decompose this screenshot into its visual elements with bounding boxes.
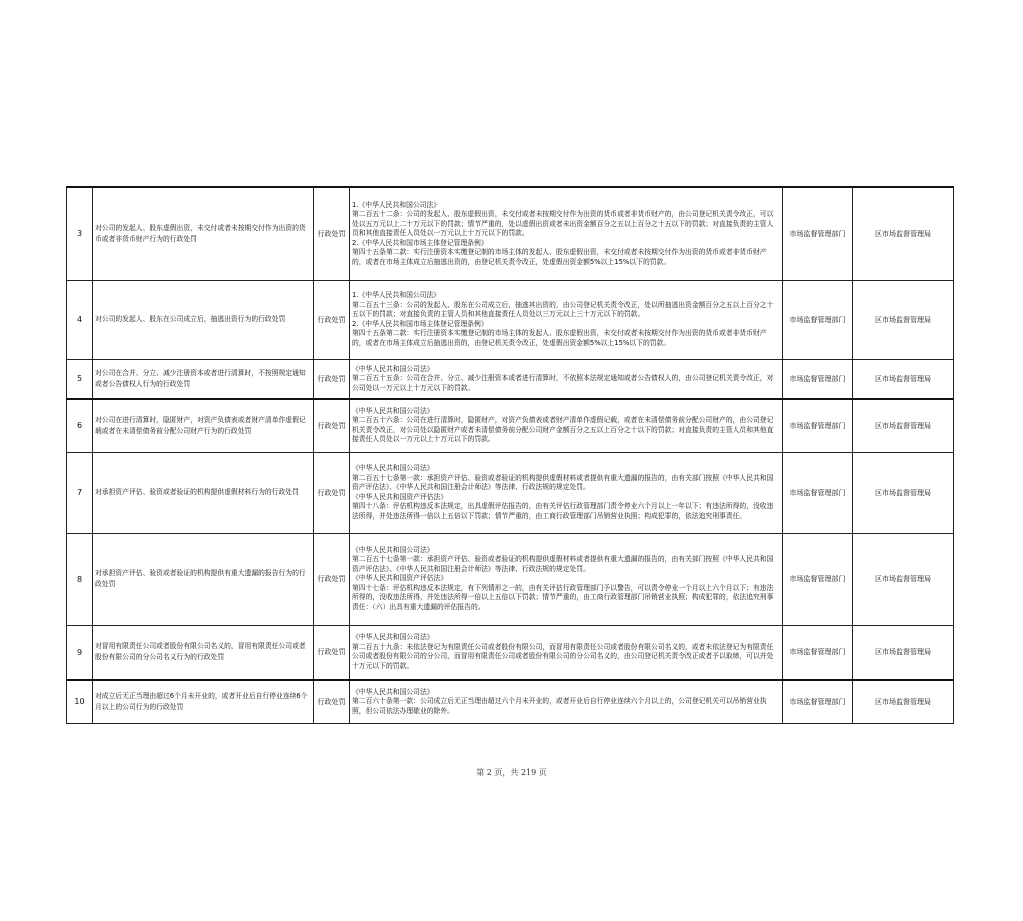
table-row <box>67 680 954 723</box>
legal-basis-line: 1.《中华人民共和国公司法》 <box>352 200 441 209</box>
item-name: 对冒用有限责任公司或者股份有限公司名义的，冒用有限责任公司或者股份有限公司的分公司名义行为的行政处罚 <box>93 625 314 680</box>
legal-basis-line: 第二百五十七条第一款：承担资产评估、验资或者验证的机构提供虚假材料或者提供有重大遗漏的报告的，由有关部门按照《中华人民共和国资产评估法》、《中华人民共和国注册会计师法》等法律、行政法规的规定处罚。 <box>352 555 774 573</box>
implementing-agency: 区市场监督管理局 <box>853 280 954 359</box>
legal-basis-line: 第二百五十二条：公司的发起人、股东虚假出资，未交付或者未按期交付作为出资的货币或者非货币财产的，由公司登记机关责令改正，可以处以五万元以上二十万元以下的罚款；情节严重的，处以虚假出资或者未出资金额百分之五以上百分之十五以下的罚款；对直接负责的主管人员和其他直接责任人员处以一万元以上十万元以下的罚款。 <box>352 210 774 237</box>
legal-basis-line: 《中华人民共和国公司法》 <box>352 406 434 415</box>
item-type: 行政处罚 <box>314 187 350 280</box>
row-number: 9 <box>67 625 93 680</box>
item-name: 对承担资产评估、验资或者验证的机构提供虚假材料行为的行政处罚 <box>93 452 314 533</box>
legal-basis-line: 第二百五十三条：公司的发起人、股东在公司成立后，抽逃其出资的，由公司登记机关责令改正，处以所抽逃出资金额百分之五以上百分之十五以下的罚款；对直接负责的主管人员和其他直接责任人员处以三万元以上三十万元以下的罚款。 <box>352 300 774 318</box>
legal-basis-line: 《中华人民共和国资产评估法》 <box>352 574 448 583</box>
legal-basis-line: 第二百五十七条第一款：承担资产评估、验资或者验证的机构提供虚假材料或者提供有重大遗漏的报告的，由有关部门按照《中华人民共和国资产评估法》、《中华人民共和国注册会计师法》等法律、行政法规的规定处罚。 <box>352 473 774 491</box>
row-number: 7 <box>67 452 93 533</box>
row-number: 10 <box>67 680 93 723</box>
responsible-department: 市场监督管理部门 <box>783 533 853 625</box>
legal-basis <box>350 533 783 625</box>
legal-basis-line: 第二百五十九条：未依法登记为有限责任公司或者股份有限公司，而冒用有限责任公司或者股份有限公司名义的，或者未依法登记为有限责任公司或者股份有限公司的分公司，而冒用有限责任公司或者股份有限公司的分公司名义的，由公司登记机关责令改正或者予以取缔，可以并处十万元以下的罚款。 <box>352 642 774 670</box>
legal-basis-line: 《中华人民共和国公司法》 <box>352 633 434 642</box>
legal-basis <box>350 625 783 680</box>
legal-basis-line: 2.《中华人民共和国市场主体登记管理条例》 <box>352 238 488 247</box>
legal-basis-line: 第二百六十条第一款：公司成立后无正当理由超过六个月未开业的，或者开业后自行停业连续六个月以上的，公司登记机关可以吊销营业执照，但公司依法办理歇业的除外。 <box>352 697 767 715</box>
item-type: 行政处罚 <box>314 680 350 723</box>
legal-basis <box>350 359 783 399</box>
item-name: 对公司的发起人、股东在公司成立后，抽逃出资行为的行政处罚 <box>93 280 314 359</box>
row-number: 5 <box>67 359 93 399</box>
implementing-agency: 区市场监督管理局 <box>853 625 954 680</box>
legal-basis-line: 《中华人民共和国公司法》 <box>352 364 434 373</box>
penalty-table <box>66 186 954 724</box>
item-name: 对承担资产评估、验资或者验证的机构提供有重大遗漏的报告行为的行政处罚 <box>93 533 314 625</box>
item-type: 行政处罚 <box>314 625 350 680</box>
table-row <box>67 359 954 399</box>
legal-basis-line: 《中华人民共和国公司法》 <box>352 687 434 696</box>
row-number: 8 <box>67 533 93 625</box>
legal-basis <box>350 680 783 723</box>
item-name: 对公司在合并、分立、减少注册资本或者进行清算时，不按照规定通知或者公告债权人行为的行政处罚 <box>93 359 314 399</box>
item-name: 对成立后无正当理由超过6个月未开业的，或者开业后自行停业连续6个月以上的公司行为的行政处罚 <box>93 680 314 723</box>
legal-basis-line: 《中华人民共和国资产评估法》 <box>352 492 448 501</box>
item-type: 行政处罚 <box>314 280 350 359</box>
implementing-agency: 区市场监督管理局 <box>853 680 954 723</box>
legal-basis <box>350 187 783 280</box>
legal-basis-line: 第四十七条：评估机构违反本法规定，有下列情形之一的，由有关评估行政管理部门予以警告，可以责令停业一个月以上六个月以下；有违法所得的，没收违法所得，并处违法所得一倍以上五倍以下罚款；情节严重的，由工商行政管理部门吊销营业执照；构成犯罪的，依法追究刑事责任：（六）出具有重大遗漏的评估报告的。 <box>352 583 774 611</box>
table-row <box>67 452 954 533</box>
table-row <box>67 280 954 359</box>
item-type: 行政处罚 <box>314 533 350 625</box>
legal-basis <box>350 399 783 452</box>
implementing-agency: 区市场监督管理局 <box>853 452 954 533</box>
table-row <box>67 533 954 625</box>
responsible-department: 市场监督管理部门 <box>783 280 853 359</box>
row-number: 3 <box>67 187 93 280</box>
legal-basis <box>350 280 783 359</box>
legal-basis-line: 《中华人民共和国公司法》 <box>352 464 434 472</box>
table-row <box>67 187 954 280</box>
responsible-department: 市场监督管理部门 <box>783 187 853 280</box>
page-number-footer: 第 2 页，共 219 页 <box>476 768 547 777</box>
implementing-agency: 区市场监督管理局 <box>853 399 954 452</box>
responsible-department: 市场监督管理部门 <box>783 452 853 533</box>
responsible-department: 市场监督管理部门 <box>783 359 853 399</box>
table-row <box>67 399 954 452</box>
responsible-department: 市场监督管理部门 <box>783 399 853 452</box>
item-name: 对公司在进行清算时，隐匿财产，对资产负债表或者财产清单作虚假记载或者在未清偿债务前分配公司财产行为的行政处罚 <box>93 399 314 452</box>
item-type: 行政处罚 <box>314 359 350 399</box>
legal-basis-line: 第四十八条：评估机构违反本法规定，出具虚假评估报告的，由有关评估行政管理部门责令停业六个月以上一年以下；有违法所得的，没收违法所得，并处违法所得一倍以上五倍以下罚款；情节严重的，由工商行政管理部门吊销营业执照；构成犯罪的，依法追究刑事责任。 <box>352 502 774 520</box>
legal-basis-line: 《中华人民共和国公司法》 <box>352 545 434 554</box>
penalty-table-body <box>67 187 954 723</box>
item-type: 行政处罚 <box>314 452 350 533</box>
responsible-department: 市场监督管理部门 <box>783 625 853 680</box>
item-type: 行政处罚 <box>314 399 350 452</box>
legal-basis-line: 第四十五条第二款：实行注册资本实缴登记制的市场主体的发起人、股东虚假出资，未交付或者未按期交付作为出资的货币或者非货币财产的，或者在市场主体成立后抽逃出资的，由登记机关责令改正，处虚假出资金额5%以上15%以下的罚款。 <box>352 248 767 266</box>
legal-basis <box>350 452 783 533</box>
implementing-agency: 区市场监督管理局 <box>853 187 954 280</box>
implementing-agency: 区市场监督管理局 <box>853 533 954 625</box>
legal-basis-line: 1.《中华人民共和国公司法》 <box>352 291 441 299</box>
legal-basis-line: 第四十五条第二款：实行注册资本实缴登记制的市场主体的发起人、股东虚假出资，未交付或者未按期交付作为出资的货币或者非货币财产的，或者在市场主体成立后抽逃出资的，由登记机关责令改正，处虚假出资金额5%以上15%以下的罚款。 <box>352 329 767 347</box>
legal-basis-line: 第二百五十五条：公司在合并、分立、减少注册资本或者进行清算时，不依照本法规定通知或者公告债权人的，由公司登记机关责令改正，对公司处以一万元以上十万元以下的罚款。 <box>352 374 774 392</box>
table-row <box>67 625 954 680</box>
item-name: 对公司的发起人、股东虚假出资，未交付或者未按期交付作为出资的货币或者非货币财产行为的行政处罚 <box>93 187 314 280</box>
legal-basis-line: 第二百五十六条：公司在进行清算时，隐匿财产，对资产负债表或者财产清单作虚假记载，或者在未清偿债务前分配公司财产的，由公司登记机关责令改正，对公司处以隐匿财产或者未清偿债务前分配公司财产金额百分之五以上百分之十以下的罚款；对直接负责的主管人员和其他直接责任人员处以一万元以上十万元以下的罚款。 <box>352 416 774 444</box>
row-number: 4 <box>67 280 93 359</box>
implementing-agency: 区市场监督管理局 <box>853 359 954 399</box>
row-number: 6 <box>67 399 93 452</box>
legal-basis-line: 2.《中华人民共和国市场主体登记管理条例》 <box>352 319 488 328</box>
responsible-department: 市场监督管理部门 <box>783 680 853 723</box>
